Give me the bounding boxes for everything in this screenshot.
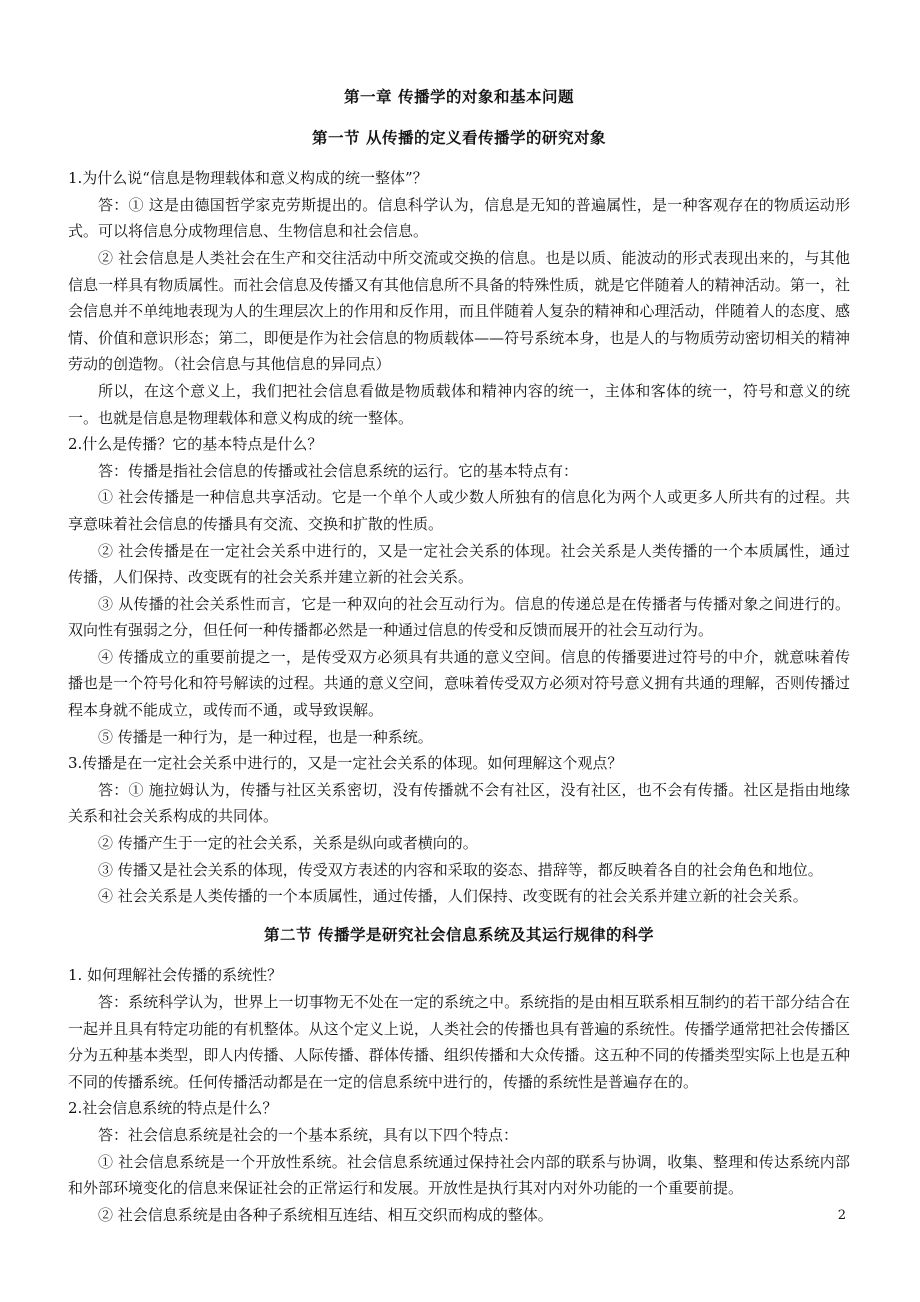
chapter-title: 第一章 传播学的对象和基本问题 bbox=[344, 87, 574, 106]
question-2-2: 2.社会信息系统的特点是什么？ bbox=[68, 1099, 278, 1118]
answer-paragraph: 答：① 施拉姆认为，传播与社区关系密切，没有传播就不会有社区，没有社区，也不会有传播。社区是指由地缘关系和社会关系构成的共同体。 bbox=[68, 780, 850, 826]
answer-paragraph: 答：① 这是由德国哲学家克劳斯提出的。信息科学认为，信息是无知的普遍属性，是一种客观存在的物质运动形式。可以将信息分成物理信息、生物信息和社会信息。 bbox=[68, 195, 850, 241]
page-number: 2 bbox=[837, 1208, 846, 1223]
answer-paragraph: ④ 传播成立的重要前提之一，是传受双方必须具有共通的意义空间。信息的传播要进过符号的中介，就意味着传播也是一个符号化和符号解读的过程。共通的意义空间，意味着传受双方必须对符号意义拥有共通的理解，否则传播过程本身就不能成立，或传而不通，或导致误解。 bbox=[68, 647, 850, 720]
answer-paragraph: ④ 社会关系是人类传播的一个本质属性，通过传播，人们保持、改变既有的社会关系并建立新的社会关系。 bbox=[98, 887, 808, 906]
answer-paragraph: 答：社会信息系统是社会的一个基本系统，具有以下四个特点： bbox=[98, 1125, 519, 1144]
answer-paragraph: ⑤ 传播是一种行为，是一种过程，也是一种系统。 bbox=[98, 727, 433, 746]
question-1-2: 2.什么是传播？它的基本特点是什么？ bbox=[68, 435, 323, 454]
answer-paragraph: ② 社会信息系统是由各种子系统相互连结、相互交织而构成的整体。 bbox=[98, 1205, 553, 1224]
answer-paragraph: ② 传播产生于一定的社会关系，关系是纵向或者横向的。 bbox=[98, 834, 478, 853]
answer-paragraph: ① 社会传播是一种信息共享活动。它是一个单个人或少数人所独有的信息化为两个人或更多人所共有的过程。共享意味着社会信息的传播具有交流、交换和扩散的性质。 bbox=[68, 488, 850, 533]
answer-paragraph: 答：系统科学认为，世界上一切事物无不处在一定的系统之中。系统指的是由相互联系相互制约的若干部分结合在一起并且具有特定功能的有机整体。从这个定义上说，人类社会的传播也具有普遍的系统性。传播学通常把社会传播区分为五种基本类型，即人内传播、人际传播、群体传播、组织传播和大众传播。这五种不同的传播类型实际上也是五种不同的传播系统。任何传播活动都是在一定的信息系统中进行的，传播的系统性是普遍存在的。 bbox=[68, 993, 850, 1091]
question-1-1: 1.为什么说“信息是物理载体和意义构成的统一整体”？ bbox=[68, 169, 428, 188]
section-title-2: 第二节 传播学是研究社会信息系统及其运行规律的科学 bbox=[264, 924, 654, 944]
section-title-1: 第一节 从传播的定义看传播学的研究对象 bbox=[312, 127, 606, 147]
answer-paragraph: ② 社会传播是在一定社会关系中进行的，又是一定社会关系的体现。社会关系是人类传播的一个本质属性，通过传播，人们保持、改变既有的社会关系并建立新的社会关系。 bbox=[68, 541, 850, 587]
answer-paragraph: ② 社会信息是人类社会在生产和交往活动中所交流或交换的信息。也是以质、能波动的形式表现出来的，与其他信息一样具有物质属性。而社会信息及传播又有其他信息所不具备的特殊性质，就是它伴随着人的精神活动。第一，社会信息并不单纯地表现为人的生理层次上的作用和反作用，而且伴随着人复杂的精神和心理活动，伴随着人的态度、感情、价值和意识形态；第二，即便是作为社会信息的物质载体——符号系统本身，也是人的与物质劳动密切相关的精神劳动的创造物。（社会信息与其他信息的异同点） bbox=[68, 248, 850, 374]
answer-paragraph: ③ 传播又是社会关系的体现，传受双方表述的内容和采取的姿态、措辞等，都反映着各自的社会角色和地位。 bbox=[98, 860, 823, 879]
page-content bbox=[68, 84, 850, 1228]
question-2-1: 1. 如何理解社会传播的系统性？ bbox=[68, 966, 283, 985]
answer-paragraph: ③ 从传播的社会关系性而言，它是一种双向的社会互动行为。信息的传递总是在传播者与传播对象之间进行的。双向性有强弱之分，但任何一种传播都必然是一种通过信息的传受和反馈而展开的社会互动行为。 bbox=[68, 594, 850, 640]
answer-paragraph: ① 社会信息系统是一个开放性系统。社会信息系统通过保持社会内部的联系与协调，收集、整理和传达系统内部和外部环境变化的信息来保证社会的正常运行和发展。开放性是执行其对内对外功能的一个重要前提。 bbox=[68, 1152, 850, 1198]
question-1-3: 3.传播是在一定社会关系中进行的，又是一定社会关系的体现。如何理解这个观点？ bbox=[68, 754, 623, 773]
answer-paragraph: 所以，在这个意义上，我们把社会信息看做是物质载体和精神内容的统一，主体和客体的统一，符号和意义的统一。也就是信息是物理载体和意义构成的统一整体。 bbox=[68, 381, 850, 427]
answer-paragraph: 答：传播是指社会信息的传播或社会信息系统的运行。它的基本特点有： bbox=[98, 461, 579, 480]
